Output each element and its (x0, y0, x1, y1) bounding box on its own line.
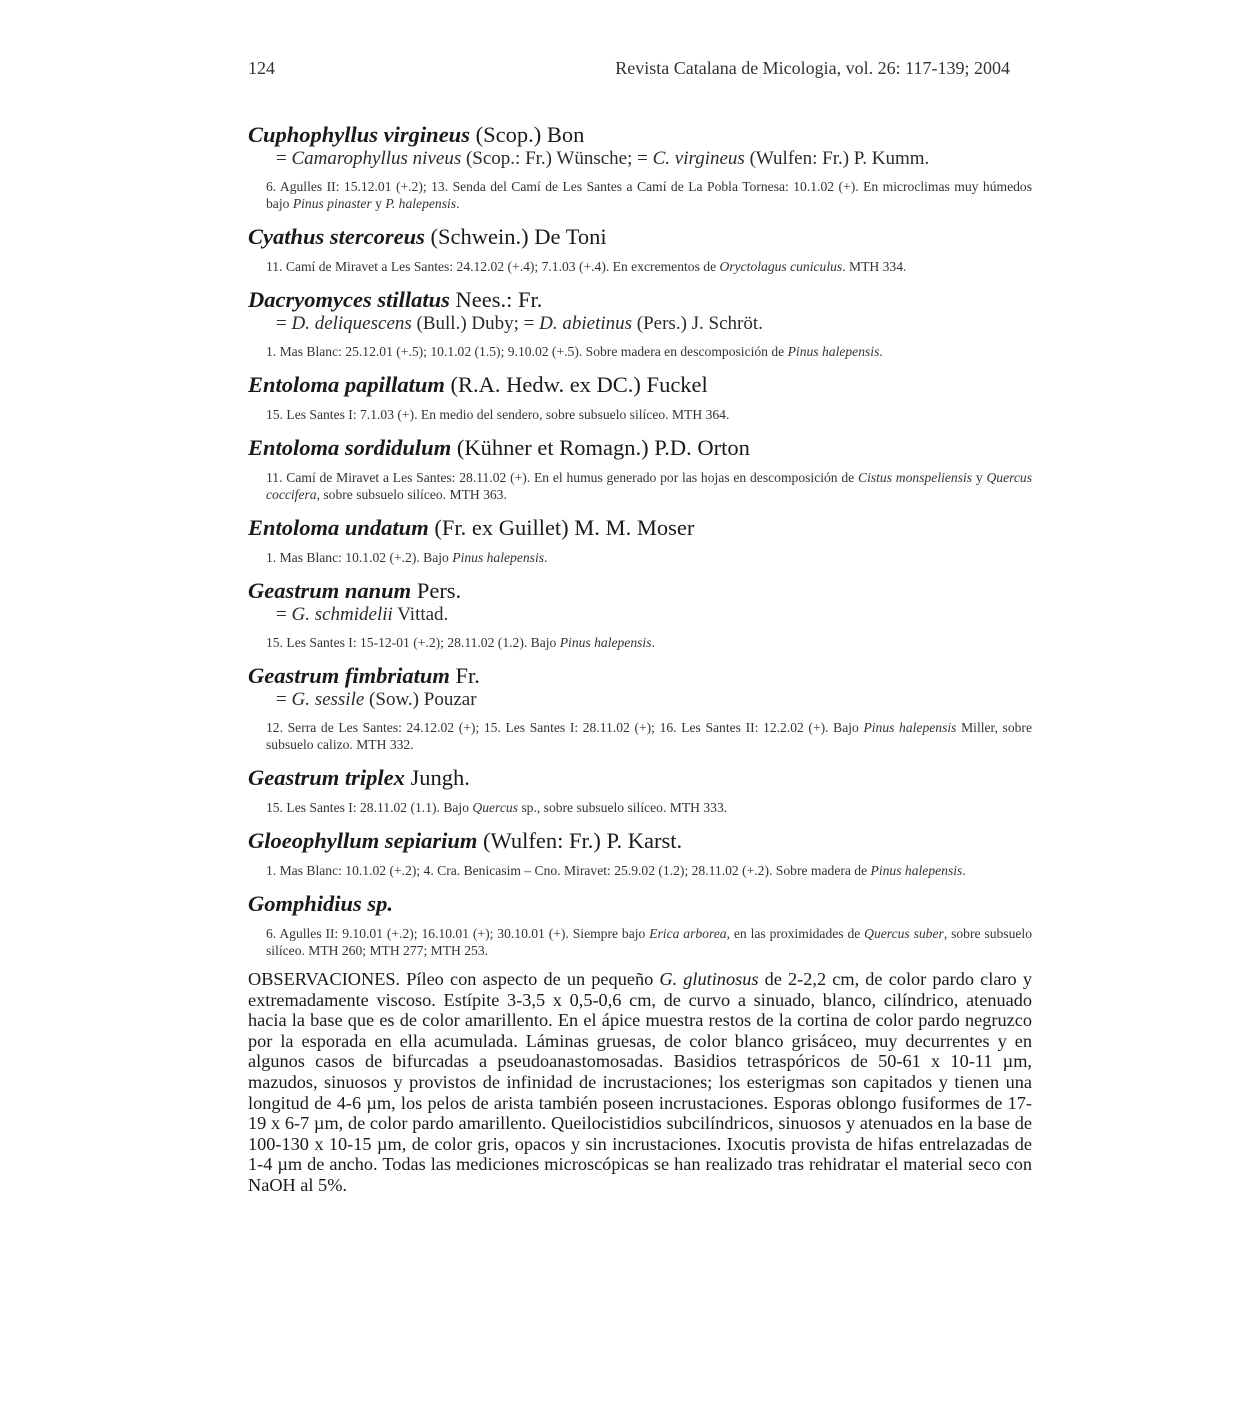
species-name: Cuphophyllus virgineus (248, 122, 470, 147)
synonym-name: D. abietinus (539, 313, 633, 334)
record-taxon: Pinus halepensis (870, 863, 963, 878)
synonym-author: (Wulfen: Fr.) P. Kumm. (744, 148, 930, 169)
record-part: . (456, 196, 460, 211)
record-part: . (879, 344, 883, 359)
record-taxon: Oryctolagus cuniculus (719, 259, 843, 274)
species-author: (Scop.) Bon (469, 122, 585, 147)
species-author: (Kühner et Romagn.) P.D. Orton (451, 435, 750, 460)
record-text (266, 634, 1032, 651)
record-text (266, 799, 1032, 816)
record-taxon: Quercus (472, 800, 518, 815)
species-author: Fr. (449, 663, 480, 688)
species-entry (248, 372, 1032, 423)
record-part: 12. Serra de Les Santes: 24.12.02 (+); 15. Les Santes I: 28.11.02 (+); 16. Les Santes II: 12.2.02 (+). Bajo (266, 720, 864, 735)
record-part: . (651, 635, 655, 650)
record-part: 1. Mas Blanc: 25.12.01 (+.5); 10.1.02 (1.5); 9.10.02 (+.5). Sobre madera en descomposición de (266, 344, 788, 359)
species-heading (248, 435, 1032, 461)
record-taxon: Pinus halepensis (787, 344, 880, 359)
synonym-line: = G. schmidelii Vittad. (276, 604, 449, 625)
synonym-author: (Bull.) Duby; (411, 313, 524, 334)
record-part: Miller, sobre subsuelo calizo. MTH 332. (266, 720, 1032, 752)
synonym-name: G. schmidelii (291, 604, 393, 625)
record-part: , sobre subsuelo silíceo. MTH 363. (316, 487, 507, 502)
page-number: 124 (248, 58, 275, 78)
record-text (266, 925, 1032, 959)
record-text (266, 258, 1032, 275)
species-entry (248, 828, 1032, 879)
species-name: Entoloma papillatum (248, 372, 445, 397)
species-heading (248, 287, 1032, 313)
record-part: . (544, 550, 548, 565)
page-header (248, 58, 1010, 82)
record-part: 11. Camí de Miravet a Les Santes: 24.12.02 (+.4); 7.1.03 (+.4). En excrementos de (266, 259, 720, 274)
species-entry (248, 891, 1032, 959)
species-author: Jungh. (404, 765, 470, 790)
record-part: 1. Mas Blanc: 10.1.02 (+.2); 4. Cra. Benicasim – Cno. Miravet: 25.9.02 (1.2); 28.11.02 (+.2). Sobre madera de (266, 863, 871, 878)
observations-taxon: G. glutinosus (659, 969, 759, 989)
page-content (248, 122, 1032, 1196)
species-author: (Fr. ex Guillet) M. M. Moser (428, 515, 695, 540)
species-heading (248, 828, 1032, 854)
species-name: Gomphidius sp. (248, 891, 394, 916)
record-part: sp., sobre subsuelo silíceo. MTH 333. (517, 800, 728, 815)
species-entry (248, 765, 1032, 816)
record-text (266, 178, 1032, 212)
synonym-name: D. deliquescens (291, 313, 412, 334)
observations-text: OBSERVACIONES. Píleo con aspecto de un pequeño (248, 969, 660, 989)
synonym-line: = Camarophyllus niveus (Scop.: Fr.) Wünsche; = C. virgineus (Wulfen: Fr.) P. Kumm. (276, 148, 930, 169)
record-part: 11. Camí de Miravet a Les Santes: 28.11.02 (+). En el humus generado por las hojas en descomposición de (266, 470, 859, 485)
record-part: 6. Agulles II: 15.12.01 (+.2); 13. Senda del Camí de Les Santes a Camí de La Pobla Tornesa: 10.1.02 (+). En microclimas muy húmedos bajo (266, 179, 1032, 211)
species-name: Gloeophyllum sepiarium (248, 828, 478, 853)
species-name: Entoloma sordidulum (248, 435, 452, 460)
journal-citation: Revista Catalana de Micologia, vol. 26: 117-139; 2004 (615, 58, 1010, 78)
record-text (266, 469, 1032, 503)
synonym-author: (Sow.) Pouzar (364, 689, 477, 710)
record-part: 1. Mas Blanc: 10.1.02 (+.2). Bajo (266, 550, 453, 565)
species-heading (248, 515, 1032, 541)
record-part: 15. Les Santes I: 15-12-01 (+.2); 28.11.02 (1.2). Bajo (266, 635, 560, 650)
record-taxon: P. halepensis (385, 196, 457, 211)
record-part: y (972, 470, 987, 485)
synonym-line: = D. deliquescens (Bull.) Duby; = D. abietinus (Pers.) J. Schröt. (276, 313, 763, 334)
species-entry (248, 122, 1032, 212)
species-heading (248, 891, 1032, 917)
record-text (266, 549, 1032, 566)
record-taxon: Pinus pinaster (292, 196, 372, 211)
record-text: 15. Les Santes I: 7.1.03 (+). En medio del sendero, sobre subsuelo silíceo. MTH 364. (266, 407, 730, 422)
synonym-name: C. virgineus (652, 148, 745, 169)
species-entry (248, 224, 1032, 275)
species-name: Geastrum nanum (248, 578, 412, 603)
species-heading (248, 578, 1032, 604)
synonym-author: (Pers.) J. Schröt. (632, 313, 763, 334)
species-author: Nees.: Fr. (449, 287, 543, 312)
record-taxon: Quercus suber (864, 926, 944, 941)
record-part: y (371, 196, 386, 211)
synonym-line: = G. sessile (Sow.) Pouzar (276, 689, 477, 710)
synonym-author: Vittad. (392, 604, 449, 625)
species-name: Geastrum triplex (248, 765, 405, 790)
record-part: 15. Les Santes I: 28.11.02 (1.1). Bajo (266, 800, 473, 815)
synonym-author: (Scop.: Fr.) Wünsche; (461, 148, 638, 169)
record-part: , en las proximidades de (726, 926, 865, 941)
species-heading (248, 224, 1032, 250)
species-name: Cyathus stercoreus (248, 224, 425, 249)
record-taxon: Quercus coccifera (266, 470, 1033, 502)
species-name: Dacryomyces stillatus (248, 287, 450, 312)
species-heading (248, 765, 1032, 791)
record-taxon: Cistus monspeliensis (858, 470, 973, 485)
species-name: Geastrum fimbriatum (248, 663, 450, 688)
record-part: 6. Agulles II: 9.10.01 (+.2); 16.10.01 (+); 30.10.01 (+). Siempre bajo (266, 926, 650, 941)
species-heading (248, 122, 1032, 148)
species-entry (248, 578, 1032, 651)
record-text (266, 862, 1032, 879)
record-taxon: Erica arborea (649, 926, 727, 941)
species-name: Entoloma undatum (248, 515, 429, 540)
record-taxon: Pinus halepensis (559, 635, 652, 650)
species-author: (Wulfen: Fr.) P. Karst. (477, 828, 683, 853)
species-author: (Schwein.) De Toni (424, 224, 607, 249)
record-taxon: Pinus halepensis (863, 720, 957, 735)
synonym-name: G. sessile (291, 689, 365, 710)
species-entry (248, 287, 1032, 360)
record-text (266, 343, 1032, 360)
species-heading (248, 663, 1032, 689)
species-entry (248, 515, 1032, 566)
species-entry (248, 435, 1032, 503)
species-author: (R.A. Hedw. ex DC.) Fuckel (444, 372, 708, 397)
species-author: Pers. (411, 578, 462, 603)
species-heading (248, 372, 1032, 398)
record-taxon: Pinus halepensis (452, 550, 545, 565)
species-entry (248, 663, 1032, 753)
observations-paragraph (248, 969, 1032, 1196)
record-text (266, 719, 1032, 753)
record-part: , sobre subsuelo silíceo. MTH 260; MTH 277; MTH 253. (266, 926, 1032, 958)
synonym-name: Camarophyllus niveus (291, 148, 462, 169)
record-part: . (962, 863, 966, 878)
record-part: . MTH 334. (842, 259, 907, 274)
observations-text: de 2-2,2 cm, de color pardo claro y extremadamente viscoso. Estípite 3-3,5 x 0,5-0,6 cm, de curvo a sinuado, blanco, cilíndrico, atenuado hacia la base que es de color amarillento. En el ápice muestra restos de la cortina de color pardo negruzco por la esporada en ella acumulada. Láminas gruesas, de color blanco grisáceo, muy decurrentes y en algunos casos de bifurcadas a pseudoanastomosadas. Basidios tetraspóricos de 50-61 x 10-11 µm, mazudos, sinuosos y provistos de infinidad de incrustaciones; los esterigmas son capitados y tienen una longitud de 4-6 µm, los pelos de arista también poseen incrustaciones. Esporas oblongo fusiformes de 17-19 x 6-7 µm, de color pardo amarillento. Queilocistidios subcilíndricos, sinuosos y atenuados en la base de 100-130 x 10-15 µm, de color gris, opacos y sin incrustaciones. Ixocutis provista de hifas entrelazadas de 1-4 µm de ancho. Todas las mediciones microscópicas se han realizado tras rehidratar el material seco con NaOH al 5%. (248, 969, 1032, 1195)
